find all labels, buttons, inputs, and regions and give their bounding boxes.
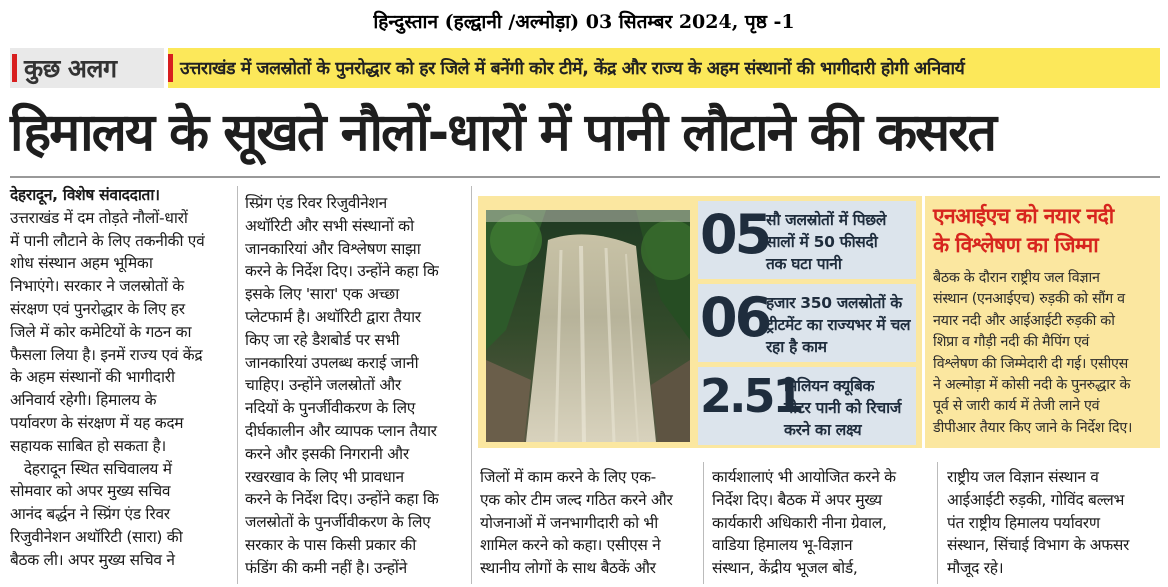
text-line: रहा है काम	[766, 338, 827, 356]
kicker-text: उत्तराखंड में जलस्रोतों के पुनरोद्धार को हर जिले में बनेंगी कोर टीमें, केंद्र और राज्य के अहम संस्थानों की भागीदारी होगी अनिवार्य	[180, 59, 965, 79]
text-line: एनआईएच को नयार नदी	[933, 204, 1114, 228]
text-line: के अहम संस्थानों की भागीदारी	[10, 368, 175, 387]
stat-number: 2.51	[700, 369, 802, 423]
headline-rule	[10, 176, 1160, 178]
text-line: आईआईटी रुड़की, गोविंद बल्लभ	[947, 490, 1125, 509]
tag-accent	[12, 54, 17, 82]
text-line: जलस्रोतों के पुनर्जीवीकरण के लिए	[245, 513, 431, 532]
article-column-4	[712, 466, 932, 580]
text-line: कार्यकारी अधिकारी नीना ग्रेवाल,	[712, 513, 887, 532]
text-line: दीर्घकालीन और व्यापक प्लान तैयार	[245, 421, 437, 440]
article-column-2	[245, 192, 465, 580]
stat-number: 06	[700, 286, 770, 349]
source-line: हिन्दुस्तान (हल्द्वानी /अल्मोड़ा) 03 सितम्बर 2024, पृष्ठ -1	[373, 11, 795, 33]
text-line: डीपीआर तैयार किए जाने के निर्देश दिए।	[933, 419, 1133, 436]
text-line: वाडिया हिमालय भू-विज्ञान	[712, 536, 853, 555]
text-line: करने और इसकी निगरानी और	[245, 444, 409, 463]
text-line: ने अल्मोड़ा में कोसी नदी के पुनरुद्धार के	[933, 377, 1131, 394]
text-line: सोमवार को अपर मुख्य सचिव	[10, 482, 171, 501]
text-line: आनंद बर्द्धन ने स्प्रिंग एंड रिवर	[10, 505, 170, 524]
text-line: करने का लक्ष्य	[784, 421, 862, 439]
text-line: राष्ट्रीय जल विज्ञान संस्थान व	[947, 468, 1099, 486]
text-line: सहायक साबित हो सकता है।	[10, 436, 166, 455]
text-line: हजार 350 जलस्रोतों के	[766, 294, 902, 312]
text-line: स्थानीय लोगों के साथ बैठकें और	[480, 559, 656, 578]
text-line: जिले में कोर कमेटियों के गठन का	[10, 322, 192, 341]
text-line: एक कोर टीम जल्द गठित करने और	[480, 490, 673, 509]
sidebar-box	[925, 196, 1160, 448]
text-line: पूर्व से जारी कार्य में तेजी लाने एवं	[933, 398, 1100, 415]
text-line: बैठक के दौरान राष्ट्रीय जल विज्ञान	[933, 270, 1100, 286]
text-line: किए जा रहे डैशबोर्ड पर सभी	[245, 330, 400, 349]
stat-card	[698, 201, 916, 279]
text-line: संस्थान, केंद्रीय भूजल बोर्ड,	[712, 559, 858, 578]
column-divider	[703, 462, 704, 584]
text-line: पर्यावरण के संरक्षण में यह कदम	[10, 413, 184, 432]
section-tag-label: कुछ अलग	[24, 54, 117, 83]
text-line: में पानी लौटाने के लिए तकनीकी एवं	[10, 231, 205, 250]
article-column-1	[10, 184, 232, 572]
text-line: रिजुवीनेशन अथॉरिटी (सारा) की	[10, 527, 183, 546]
text-line: मौजूद रहे।	[947, 559, 1004, 578]
text-line: चाहिए। उन्होंने जलस्रोतों और	[245, 376, 401, 395]
text-line: कार्यशालाएं भी आयोजित करने के	[712, 468, 896, 486]
column-divider	[471, 186, 472, 584]
text-line: निभाएंगे। सरकार ने जलस्रोतों के	[10, 277, 184, 296]
dateline: देहरादून, विशेष संवाददाता।	[10, 186, 160, 204]
text-line: फंडिंग की कमी नहीं है। उन्होंने	[245, 558, 407, 577]
waterfall-photo	[486, 210, 690, 442]
text-line: रखरखाव के लिए भी प्रावधान	[245, 467, 404, 486]
text-line: जानकारियां और विश्लेषण साझा	[245, 239, 421, 258]
text-line: मिलियन क्यूबिक	[784, 377, 875, 395]
text-line: फैसला लिया है। इनमें राज्य एवं केंद्र	[10, 345, 203, 364]
text-line: ट्रीटमेंट का राज्यभर में चल	[766, 316, 911, 334]
text-line: संरक्षण एवं पुनरोद्धार के लिए हर	[10, 299, 185, 318]
article-column-3	[480, 466, 698, 580]
text-line: जिलों में काम करने के लिए एक-	[480, 468, 656, 486]
text-line: शामिल करने को कहा। एसीएस ने	[480, 536, 661, 555]
stat-text	[766, 209, 916, 275]
text-line: मीटर पानी को रिचार्ज	[784, 399, 902, 417]
text-line: करने के निर्देश दिए। उन्होंने कहा कि	[245, 490, 439, 509]
kicker-accent	[168, 54, 173, 82]
stat-number: 05	[700, 203, 770, 266]
stat-card	[698, 367, 916, 445]
stat-card	[698, 284, 916, 362]
text-line: नयार नदी और आईआईटी रुड़की को	[933, 312, 1115, 329]
text-line: जानकारियां उपलब्ध कराई जानी	[245, 353, 419, 372]
text-line: निर्देश दिए। बैठक में अपर मुख्य	[712, 490, 882, 509]
text-line: करने के निर्देश दिए। उन्होंने कहा कि	[245, 262, 439, 281]
text-line: के विश्लेषण का जिम्मा	[933, 233, 1099, 257]
text-line: सालों में 50 फीसदी	[766, 233, 878, 251]
sidebar-heading	[933, 202, 1157, 260]
text-line: सरकार के पास किसी प्रकार की	[245, 535, 416, 554]
text-line: तक घटा पानी	[766, 255, 842, 273]
section-tag	[10, 48, 164, 88]
text-line: पंत राष्ट्रीय हिमालय पर्यावरण	[947, 513, 1100, 532]
text-line: देहरादून स्थित सचिवालय में	[10, 459, 172, 478]
stat-text	[784, 375, 916, 441]
text-line: अथॉरिटी और सभी संस्थानों को	[245, 216, 414, 235]
column-divider	[237, 186, 238, 584]
text-line: सौ जलस्रोतों में पिछले	[766, 211, 887, 229]
text-line: स्प्रिंग एंड रिवर रिजुवीनेशन	[245, 194, 387, 212]
text-line: बैठक ली। अपर मुख्य सचिव ने	[10, 550, 175, 569]
text-line: शिप्रा व गौड़ी नदी की मैपिंग एवं	[933, 334, 1090, 351]
text-line: नदियों के पुनर्जीवीकरण के लिए	[245, 399, 416, 418]
text-line: अनिवार्य रहेगी। हिमालय के	[10, 391, 157, 410]
article-column-5	[947, 466, 1162, 580]
text-line: विश्लेषण की जिम्मेदारी दी गई। एसीएस	[933, 355, 1128, 372]
text-line: उत्तराखंड में दम तोड़ते नौलों-धारों	[10, 208, 188, 227]
text-line: शोध संस्थान अहम भूमिका	[10, 254, 153, 273]
headline: हिमालय के सूखते नौलों-धारों में पानी लौटाने की कसरत	[10, 103, 996, 163]
text-line: योजनाओं में जनभागीदारी को भी	[480, 513, 659, 532]
column-divider	[937, 462, 938, 584]
sidebar-body	[933, 268, 1157, 439]
text-line: प्लेटफार्म है। अथॉरिटी द्वारा तैयार	[245, 307, 421, 326]
text-line: संस्थान (एनआईएच) रुड़की को सौंग व	[933, 291, 1125, 308]
stat-text	[766, 292, 916, 358]
text-line: इसके लिए 'सारा' एक अच्छा	[245, 285, 399, 304]
kicker-box	[168, 48, 1160, 88]
text-line: संस्थान, सिंचाई विभाग के अफसर	[947, 536, 1130, 555]
header-bar	[10, 48, 1160, 90]
